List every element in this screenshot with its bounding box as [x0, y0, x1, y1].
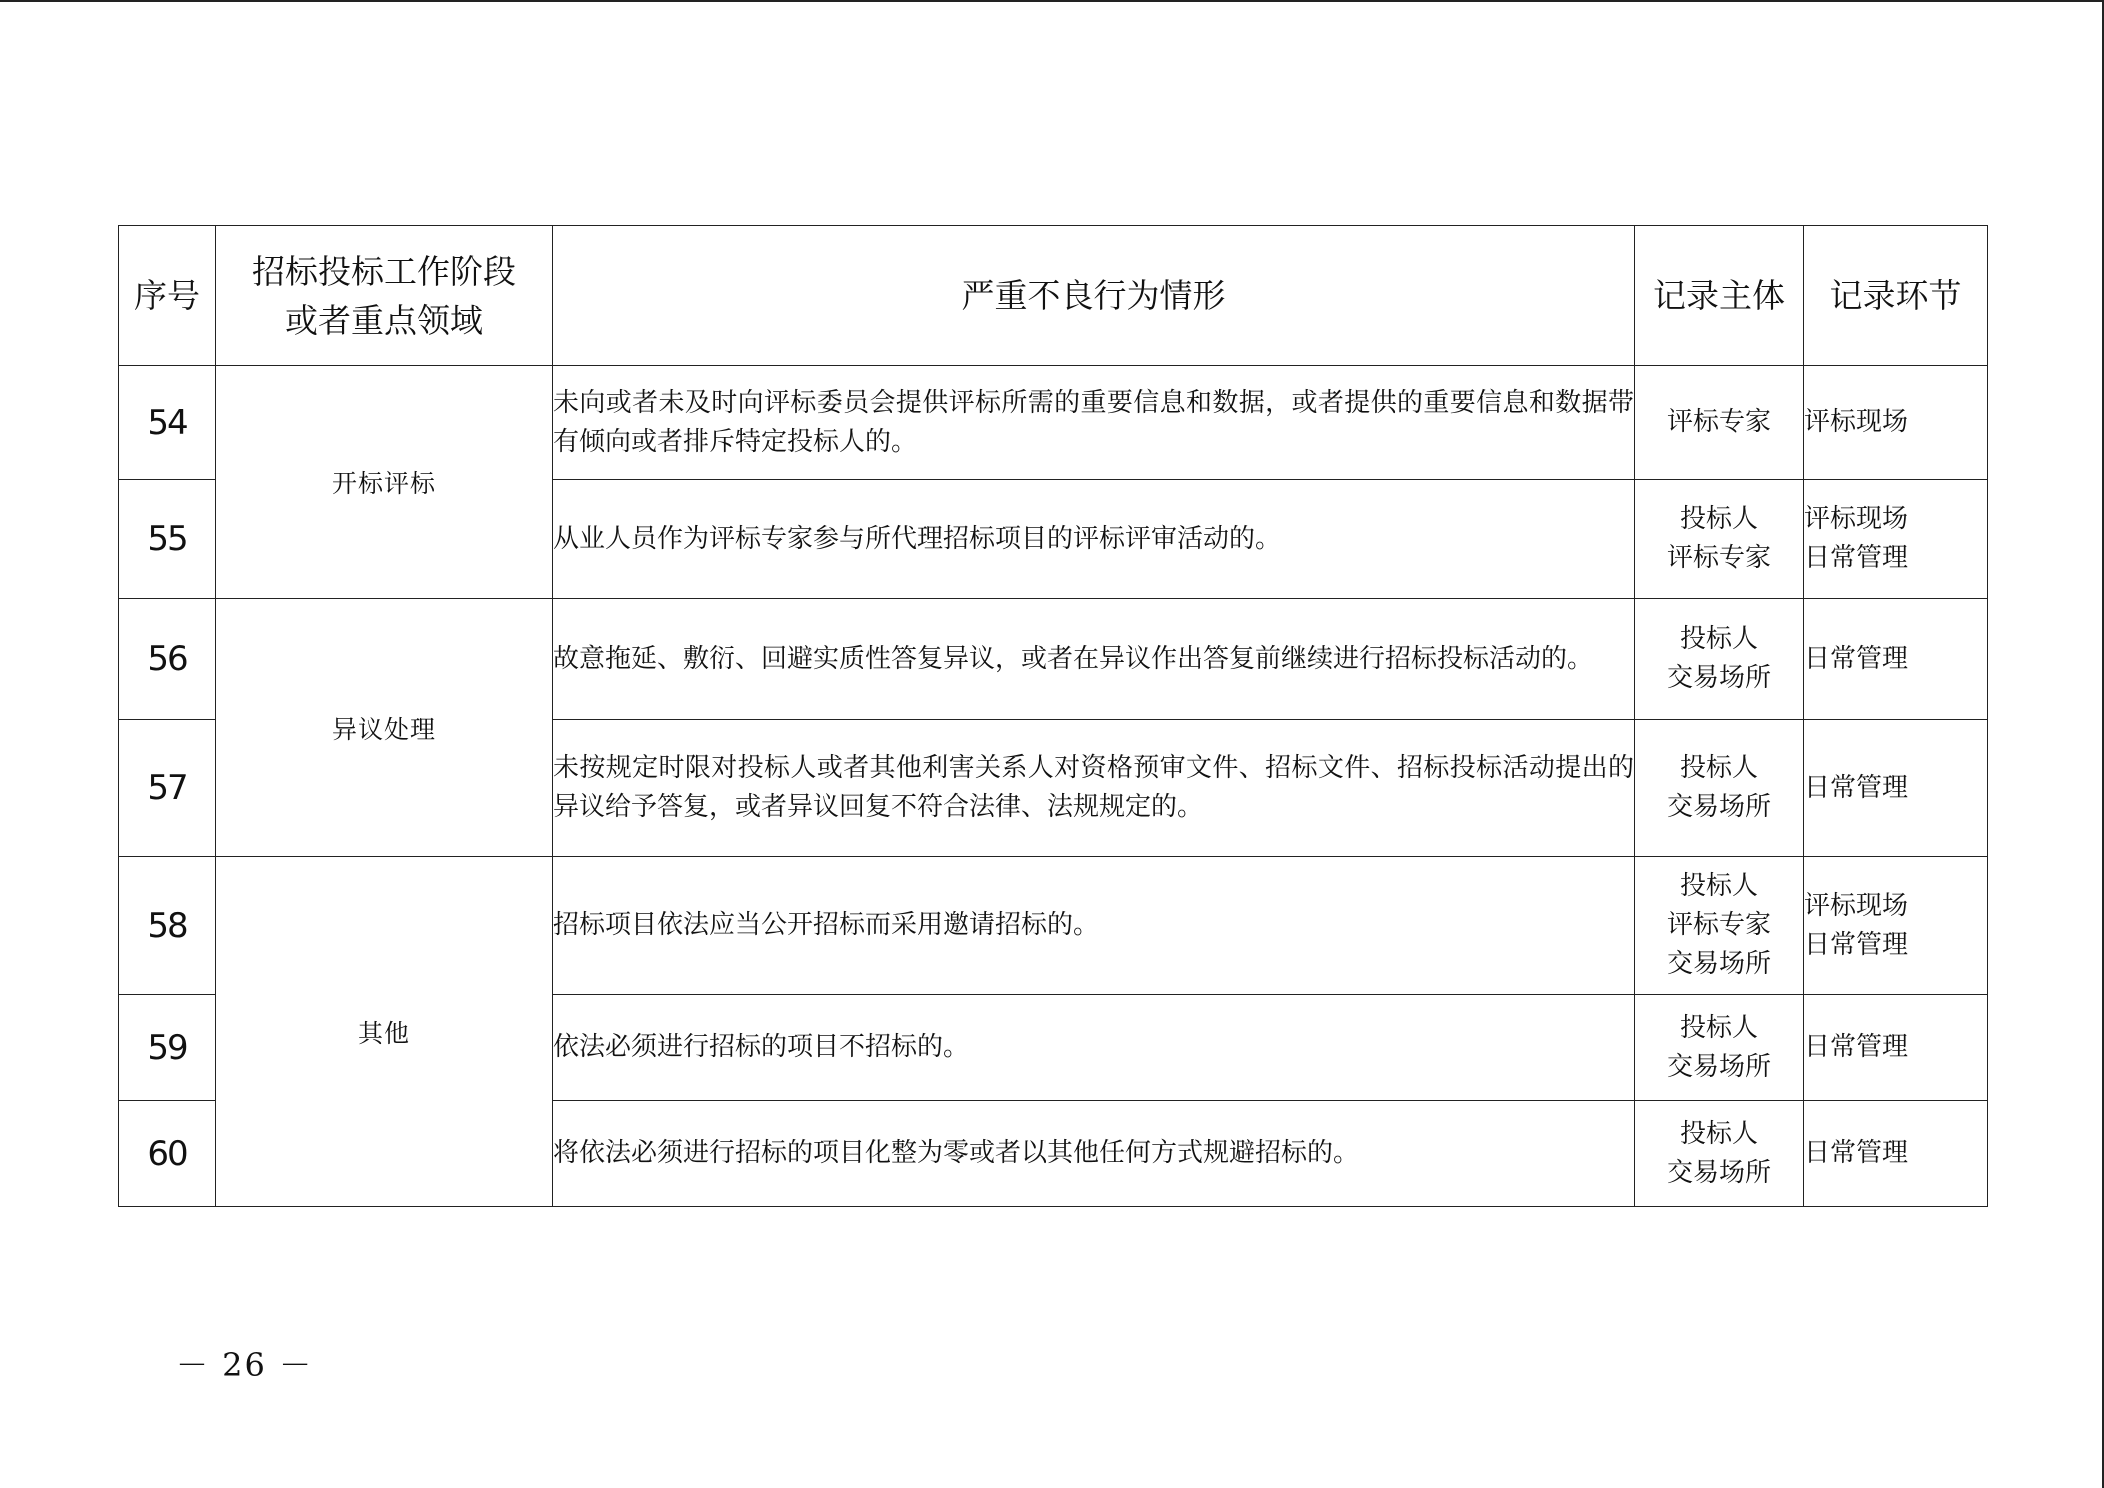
page-number: － 26 － [176, 1346, 314, 1384]
subject-item: 投标人 [1679, 624, 1758, 654]
subject-item: 投标人 [1679, 1118, 1758, 1149]
stage-cell: 异议处理 [216, 599, 553, 857]
record-subject [1635, 720, 1804, 857]
record-phase [1804, 720, 1988, 857]
subject-item: 投标人 [1679, 504, 1758, 534]
row-number: 59 [119, 995, 216, 1101]
subject-item: 投标人 [1679, 1012, 1758, 1043]
behavior-description: 未向或者未及时向评标委员会提供评标所需的重要信息和数据，或者提供的重要信息和数据带有倾向或者排斥特定投标人的。 [553, 366, 1635, 480]
table-row [119, 857, 1988, 995]
record-subject [1635, 599, 1804, 720]
record-subject [1635, 857, 1804, 995]
record-phase [1804, 480, 1988, 599]
table-row [119, 599, 1988, 720]
misconduct-table [118, 225, 1988, 1207]
behavior-description: 从业人员作为评标专家参与所代理招标项目的评标评审活动的。 [553, 480, 1635, 599]
subject-item: 交易场所 [1666, 1157, 1771, 1188]
behavior-description: 故意拖延、敷衍、回避实质性答复异议，或者在异议作出答复前继续进行招标投标活动的。 [553, 599, 1635, 720]
behavior-description: 将依法必须进行招标的项目化整为零或者以其他任何方式规避招标的。 [553, 1101, 1635, 1207]
subject-item: 交易场所 [1666, 949, 1771, 979]
record-phase [1804, 366, 1988, 480]
header-behavior: 严重不良行为情形 [553, 226, 1635, 366]
phase-item: 评标现场 [1804, 407, 1909, 437]
behavior-description: 未按规定时限对投标人或者其他利害关系人对资格预审文件、招标文件、招标投标活动提出的异议给予答复，或者异议回复不符合法律、法规规定的。 [553, 720, 1635, 857]
phase-item: 日常管理 [1804, 1138, 1909, 1168]
record-phase [1804, 599, 1988, 720]
record-phase [1804, 995, 1988, 1101]
header-num: 序号 [119, 226, 216, 366]
behavior-description: 招标项目依法应当公开招标而采用邀请招标的。 [553, 857, 1635, 995]
record-phase [1804, 857, 1988, 995]
record-subject [1635, 480, 1804, 599]
row-number: 55 [119, 480, 216, 599]
subject-item: 交易场所 [1666, 792, 1771, 822]
phase-item: 评标现场 [1804, 504, 1909, 534]
subject-item: 交易场所 [1666, 1051, 1771, 1082]
stage-cell: 开标评标 [216, 366, 553, 599]
behavior-description: 依法必须进行招标的项目不招标的。 [553, 995, 1635, 1101]
header-subject: 记录主体 [1635, 226, 1804, 366]
record-subject [1635, 1101, 1804, 1207]
record-subject [1635, 366, 1804, 480]
record-subject [1635, 995, 1804, 1101]
header-stage-line1: 招标投标工作阶段 [252, 251, 516, 291]
phase-item: 日常管理 [1804, 772, 1909, 803]
subject-item: 评标专家 [1666, 543, 1771, 573]
phase-item: 评标现场 [1804, 890, 1909, 921]
row-number: 54 [119, 366, 216, 480]
subject-item: 投标人 [1679, 871, 1758, 901]
subject-item: 评标专家 [1666, 407, 1771, 437]
table-row [119, 366, 1988, 480]
stage-cell: 其他 [216, 857, 553, 1207]
subject-item: 投标人 [1679, 753, 1758, 783]
header-phase: 记录环节 [1804, 226, 1988, 366]
header-stage-line2: 或者重点领域 [285, 300, 483, 340]
subject-item: 评标专家 [1666, 910, 1771, 940]
page-top-border [0, 0, 2104, 2]
subject-item: 交易场所 [1666, 663, 1771, 693]
phase-item: 日常管理 [1804, 643, 1909, 674]
header-stage [216, 226, 553, 366]
row-number: 60 [119, 1101, 216, 1207]
phase-item: 日常管理 [1804, 1032, 1909, 1062]
record-phase [1804, 1101, 1988, 1207]
row-number: 57 [119, 720, 216, 857]
phase-item: 日常管理 [1804, 543, 1909, 573]
table-header-row [119, 226, 1988, 366]
phase-item: 日常管理 [1804, 929, 1909, 960]
row-number: 58 [119, 857, 216, 995]
row-number: 56 [119, 599, 216, 720]
